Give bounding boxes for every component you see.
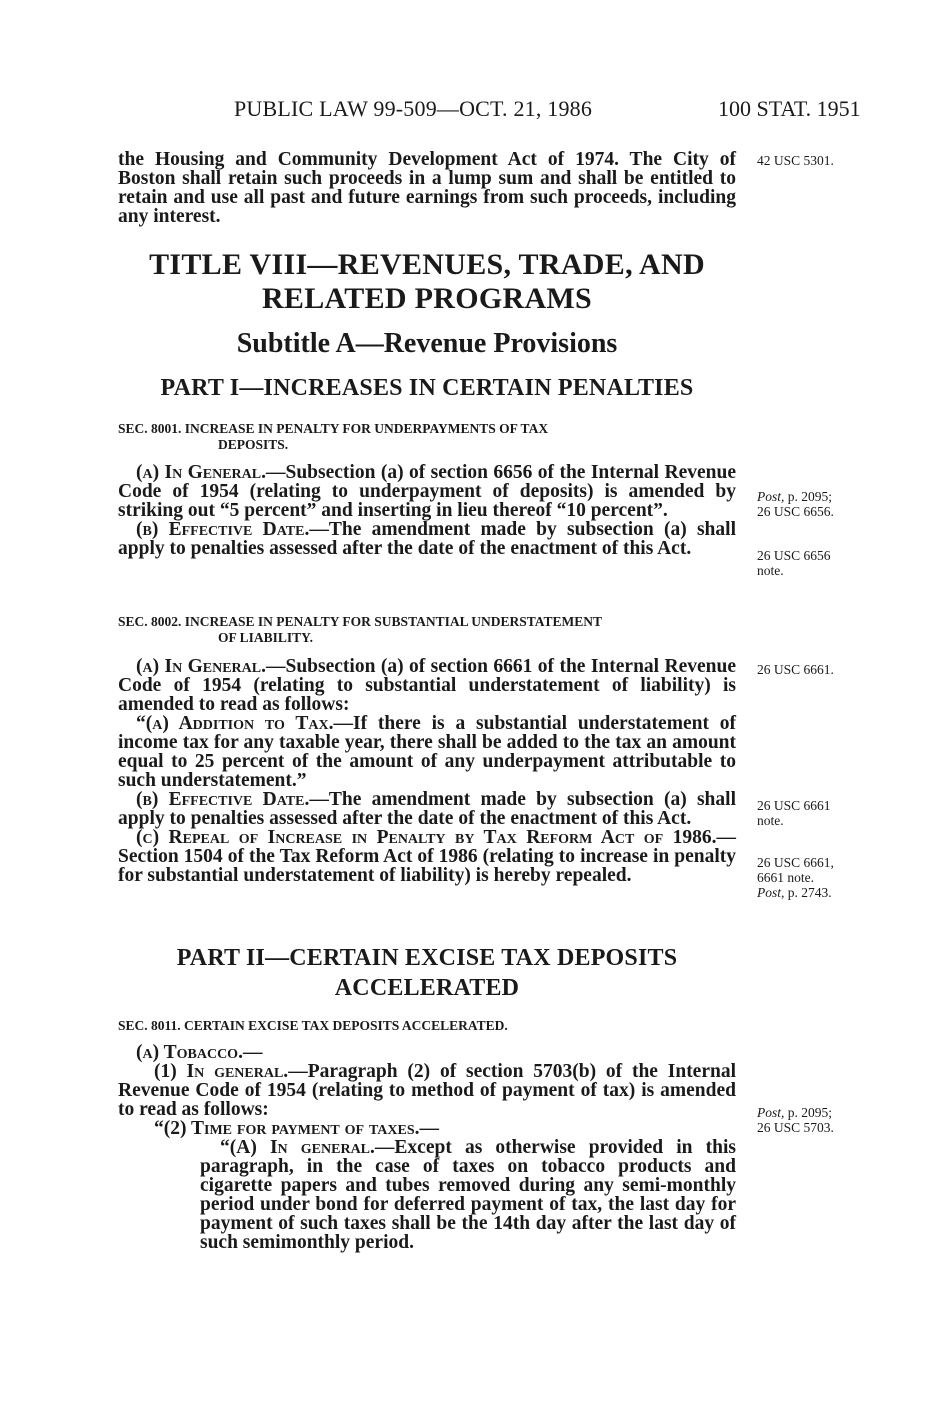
section-8002-line-2: OF LIABILITY.	[218, 630, 314, 645]
section-8011-heading: SEC. 8011. CERTAIN EXCISE TAX DEPOSITS ACCELERATED.	[118, 1018, 508, 1033]
section-8011-a-1: (1) In general.—Paragraph (2) of section 5703(b) of the Internal Revenue Code of 1954 (relating to method of payment of tax) is amended to read as follows:	[118, 1061, 737, 1120]
title-heading	[118, 248, 736, 316]
section-8001-line-2: DEPOSITS.	[218, 437, 289, 452]
subtitle-heading: Subtitle A—Revenue Provisions	[236, 328, 618, 359]
margin-note-2: Post, p. 2095; 26 USC 6656.	[757, 489, 834, 519]
margin-note-3: 26 USC 6656 note.	[757, 548, 831, 578]
section-8002-body	[118, 657, 736, 885]
part-2-line-2: ACCELERATED	[334, 975, 520, 1001]
section-8002-quote: “(a) Addition to Tax.—If there is a substantial understatement of income tax for any taxable year, there shall be added to the tax an amount equal to 25 percent of the amount of any underpayment attributable to such understatement.”	[118, 713, 736, 791]
margin-note-6: 26 USC 6661, 6661 note. Post, p. 2743.	[757, 855, 834, 900]
running-header-left: PUBLIC LAW 99-509—OCT. 21, 1986	[234, 96, 593, 121]
part-1-heading: PART I—INCREASES IN CERTAIN PENALTIES	[160, 375, 694, 401]
section-8002-c: (c) Repeal of Increase in Penalty by Tax Reform Act of 1986.—Section 1504 of the Tax Reform Act of 1986 (relating to increase in penalty for substantial understatement of liability) is hereby repealed.	[118, 827, 736, 886]
margin-note-1: 42 USC 5301.	[757, 153, 834, 168]
section-8011-body	[118, 1043, 736, 1252]
section-8001-a: (a) In General.—Subsection (a) of section 6656 of the Internal Revenue Code of 1954 (relating to underpayment of deposits) is amended by striking out “5 percent” and inserting in lieu thereof “10 percent”.	[118, 462, 736, 521]
continued-paragraph: the Housing and Community Development Act of 1974. The City of Boston shall retain such proceeds in a lump sum and shall be entitled to retain and use all past and future earnings from such proceeds, including any interest.	[118, 149, 736, 227]
section-8002-b: (b) Effective Date.—The amendment made by subsection (a) shall apply to penalties assessed after the date of the enactment of this Act.	[118, 789, 736, 829]
section-8011-quote-a: “(A) In general.—Except as otherwise provided in this paragraph, in the case of taxes on tobacco products and cigarette papers and tubes removed during any semi-monthly period under bond for deferred payment of tax, the last day for payment of such taxes shall be the 14th day after the last day of such semimonthly period.	[200, 1137, 736, 1253]
running-header-right: 100 STAT. 1951	[718, 96, 861, 121]
section-8002-heading	[118, 614, 736, 646]
part-2-heading	[118, 943, 736, 1003]
margin-note-4: 26 USC 6661.	[757, 662, 834, 677]
section-8002-line-1: SEC. 8002. INCREASE IN PENALTY FOR SUBSTANTIAL UNDERSTATEMENT	[118, 614, 602, 629]
section-8011-quote-2: “(2) Time for payment of taxes.—	[154, 1118, 439, 1139]
section-8011-a: (a) Tobacco.—	[136, 1042, 263, 1063]
part-2-line-1: PART II—CERTAIN EXCISE TAX DEPOSITS	[176, 945, 678, 971]
margin-note-7: Post, p. 2095; 26 USC 5703.	[757, 1105, 834, 1135]
section-8001-heading	[118, 421, 736, 453]
title-line-2: RELATED PROGRAMS	[261, 282, 593, 315]
margin-note-5: 26 USC 6661 note.	[757, 798, 831, 828]
section-8002-a: (a) In General.—Subsection (a) of section 6661 of the Internal Revenue Code of 1954 (relating to substantial understatement of liability) is amended to read as follows:	[118, 656, 736, 715]
section-8001-b: (b) Effective Date.—The amendment made by subsection (a) shall apply to penalties assessed after the date of the enactment of this Act.	[118, 519, 736, 559]
section-8001-body	[118, 463, 736, 558]
section-8001-line-1: SEC. 8001. INCREASE IN PENALTY FOR UNDERPAYMENTS OF TAX	[118, 421, 549, 436]
title-line-1: TITLE VIII—REVENUES, TRADE, AND	[149, 248, 705, 281]
